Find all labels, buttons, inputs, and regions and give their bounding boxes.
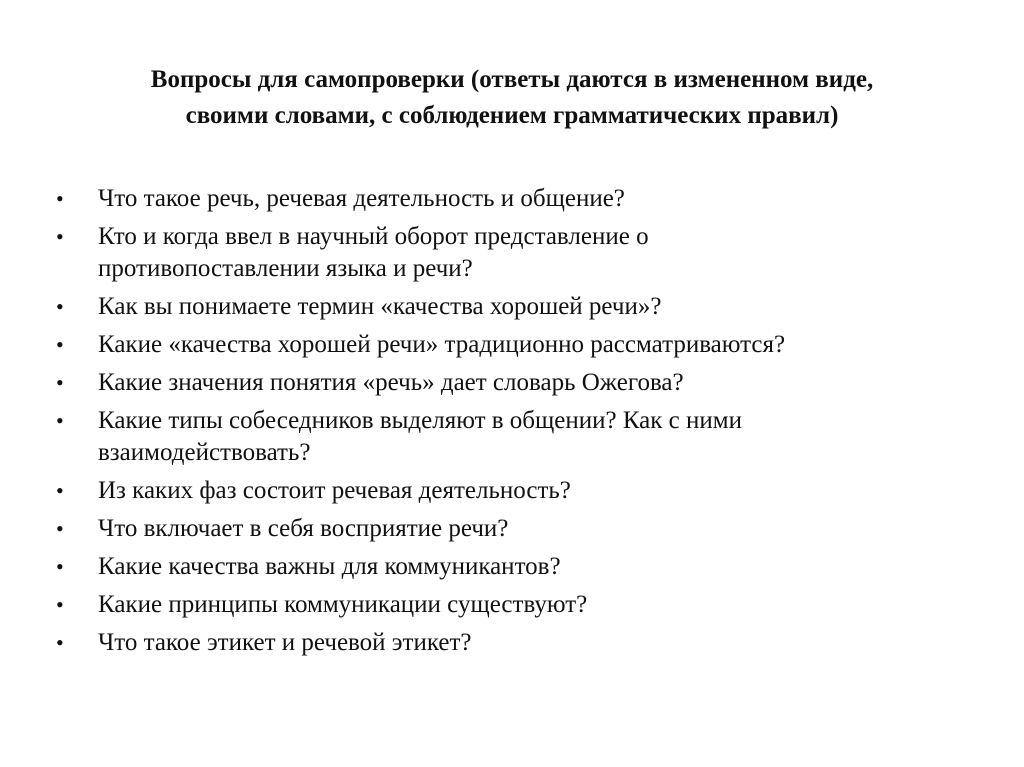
question-text xyxy=(98,405,956,469)
question-line: Как вы понимаете термин «качества хорошей речи»? xyxy=(98,293,662,320)
bullet-icon: • xyxy=(56,186,64,211)
question-item xyxy=(56,551,956,583)
question-text xyxy=(98,513,956,545)
bullet-icon: • xyxy=(56,370,64,395)
slide-title-line: Вопросы для самопроверки (ответы даются в измененном виде, xyxy=(150,66,874,93)
bullet-icon: • xyxy=(56,408,64,433)
question-item xyxy=(56,475,956,507)
question-line: Какие принципы коммуникации существуют? xyxy=(98,591,588,618)
question-text xyxy=(98,627,956,659)
question-item xyxy=(56,329,956,361)
question-line: Что такое этикет и речевой этикет? xyxy=(98,629,472,656)
question-text xyxy=(98,291,956,323)
question-text xyxy=(98,221,956,285)
question-item xyxy=(56,291,956,323)
question-line: Какие «качества хорошей речи» традиционно рассматриваются? xyxy=(98,331,786,358)
question-text xyxy=(98,475,956,507)
question-line: взаимодействовать? xyxy=(98,439,311,466)
bullet-icon: • xyxy=(56,224,64,249)
question-text xyxy=(98,329,956,361)
question-text xyxy=(98,589,956,621)
bullet-icon: • xyxy=(56,478,64,503)
bullet-icon: • xyxy=(56,516,64,541)
question-text xyxy=(98,551,956,583)
question-text xyxy=(98,367,956,399)
question-item xyxy=(56,405,956,469)
question-list xyxy=(56,183,956,665)
bullet-icon: • xyxy=(56,554,64,579)
slide-title-line: своими словами, с соблюдением грамматических правил) xyxy=(185,102,839,129)
bullet-icon: • xyxy=(56,592,64,617)
question-item xyxy=(56,627,956,659)
slide-title xyxy=(60,62,964,134)
question-line: Какие качества важны для коммуникантов? xyxy=(98,553,561,580)
question-line: противопоставлении языка и речи? xyxy=(98,255,473,282)
question-line: Что такое речь, речевая деятельность и общение? xyxy=(98,185,625,212)
question-line: Какие типы собеседников выделяют в общении? Как с ними xyxy=(98,407,742,434)
question-item xyxy=(56,589,956,621)
question-line: Кто и когда ввел в научный оборот представление о xyxy=(98,223,649,250)
question-item xyxy=(56,183,956,215)
question-item xyxy=(56,221,956,285)
bullet-icon: • xyxy=(56,294,64,319)
question-text xyxy=(98,183,956,215)
bullet-icon: • xyxy=(56,630,64,655)
question-item xyxy=(56,513,956,545)
question-line: Что включает в себя восприятие речи? xyxy=(98,515,509,542)
bullet-icon: • xyxy=(56,332,64,357)
question-line: Из каких фаз состоит речевая деятельность? xyxy=(98,477,571,504)
question-line: Какие значения понятия «речь» дает словарь Ожегова? xyxy=(98,369,684,396)
question-item xyxy=(56,367,956,399)
